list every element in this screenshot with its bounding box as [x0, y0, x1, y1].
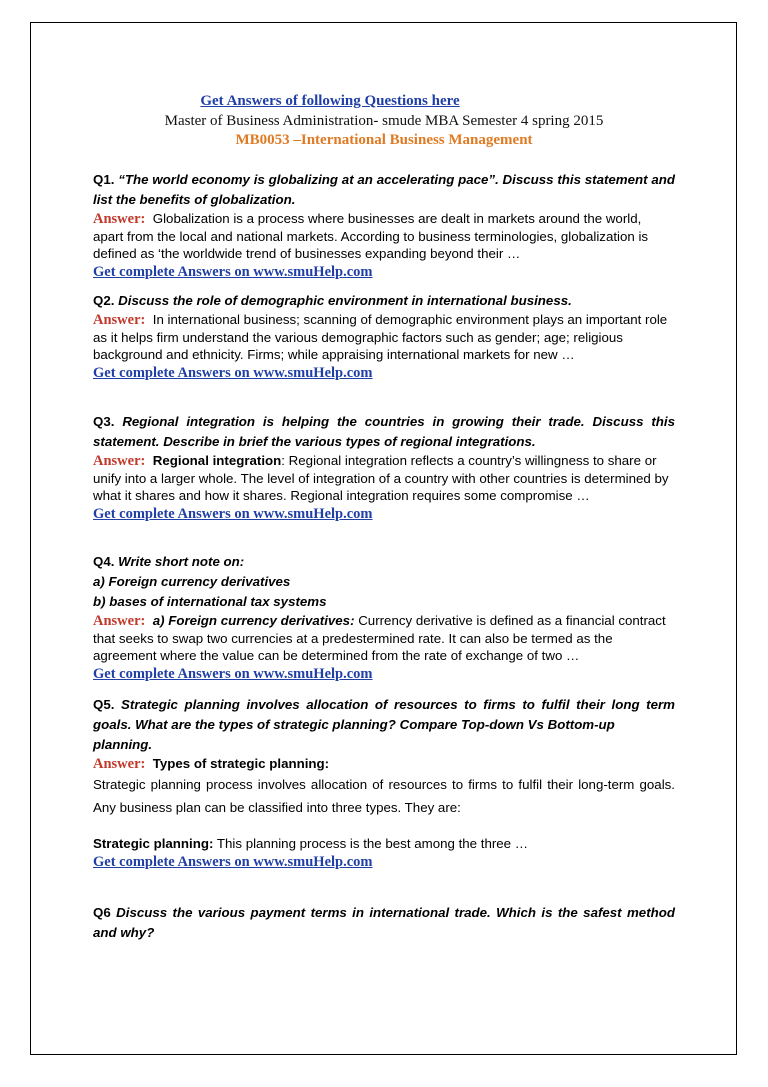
- answer-1-text: Globalization is a process where businesses are dealt in markets around the world, apart from the local and national markets. According to business terminologies, globalization is defined as ‘the worldwide trend of businesses expanding beyond their …: [93, 211, 649, 261]
- question-4-sub-b: b) bases of international tax systems: [93, 594, 327, 609]
- answer-label: Answer:: [93, 312, 146, 328]
- question-6: [93, 903, 675, 943]
- answer-2-text: In international business; scanning of demographic environment plays an important role as it helps firm understand the various demographic factors such as gender; age; religious background and ethnicity. Firms; while appraising international markets for new …: [93, 312, 668, 362]
- question-4: [93, 552, 675, 684]
- question-1: [93, 170, 675, 282]
- answer-5-paragraph: Strategic planning process involves allocation of resources to firms to fulfil their long-term goals. Any business plan can be classified into three types. They are:: [93, 777, 675, 815]
- spacer: [93, 819, 675, 835]
- question-2-number: Q2.: [93, 293, 115, 308]
- answer-3-heading: Regional integration: [152, 453, 282, 468]
- question-6-text: Discuss the various payment terms in international trade. Which is the safest method and why?: [93, 905, 676, 940]
- question-1-number: Q1.: [93, 172, 115, 187]
- question-3-title: [93, 412, 675, 452]
- answer-4-text: Currency derivative is defined as a financial contract that seeks to swap two currencies at a predestermined rate. It can also be termed as the agreement where the value can be determined from the rate of exchange of two …: [93, 613, 666, 663]
- get-answers-link[interactable]: Get Answers of following Questions here: [200, 93, 460, 109]
- complete-answers-link[interactable]: Get complete Answers on www.smuHelp.com: [93, 264, 373, 280]
- course-title: MB0053 –International Business Management: [235, 132, 533, 148]
- question-4-title: [93, 552, 675, 572]
- question-2-title: [93, 291, 675, 311]
- question-4-sub-a: a) Foreign currency derivatives: [93, 574, 291, 589]
- answer-4-heading: a) Foreign currency derivatives:: [152, 613, 355, 628]
- answer-3: [93, 452, 675, 504]
- question-1-text: “The world economy is globalizing at an accelerating pace”. Discuss this statement and list the benefits of globalization.: [93, 172, 675, 207]
- answer-3-text: : Regional integration reflects a country’s willingness to share or unify into a larger whole. The level of integration of a country with other countries is determined by what it shares and how it shares. Regional integration requires some compromise …: [93, 453, 669, 503]
- answer-label: Answer:: [93, 211, 146, 227]
- question-5-title: [93, 695, 675, 735]
- answer-1: [93, 210, 675, 262]
- question-6-title: [93, 903, 675, 943]
- answer-4: [93, 612, 675, 664]
- complete-answers-link[interactable]: Get complete Answers on www.smuHelp.com: [93, 666, 373, 682]
- answer-2: [93, 311, 675, 363]
- answer-5-strategic: [93, 835, 675, 852]
- question-5-title-cont: planning.: [93, 737, 153, 752]
- question-6-number: Q6: [93, 905, 111, 920]
- answer-label: Answer:: [93, 453, 146, 469]
- complete-answers-link[interactable]: Get complete Answers on www.smuHelp.com: [93, 506, 373, 522]
- question-1-title: [93, 170, 675, 210]
- answer-label: Answer:: [93, 613, 146, 629]
- question-4-text: Write short note on:: [118, 554, 245, 569]
- strategic-planning-heading: Strategic planning:: [93, 836, 214, 851]
- answer-5-heading: Types of strategic planning:: [152, 756, 330, 771]
- complete-answers-link[interactable]: Get complete Answers on www.smuHelp.com: [93, 854, 373, 870]
- question-4-number: Q4.: [93, 554, 115, 569]
- question-3-text: Regional integration is helping the countries in growing their trade. Discuss this statement. Describe in brief the various types of regional integrations.: [93, 414, 675, 449]
- question-2-text: Discuss the role of demographic environment in international business.: [118, 293, 572, 308]
- question-3-number: Q3.: [93, 414, 115, 429]
- question-3: [93, 412, 675, 524]
- question-5-text: Strategic planning involves allocation of resources to firms to fulfil their long term goals. What are the types of strategic planning? Compare Top-down Vs Bottom-up: [93, 697, 675, 732]
- question-5: [93, 695, 675, 872]
- question-2: [93, 291, 675, 383]
- strategic-planning-text: This planning process is the best among the three …: [213, 836, 529, 851]
- question-5-number: Q5.: [93, 697, 115, 712]
- answer-5: [93, 755, 675, 773]
- answer-label: Answer:: [93, 756, 146, 772]
- program-subtitle: Master of Business Administration- smude MBA Semester 4 spring 2015: [164, 113, 604, 129]
- complete-answers-link[interactable]: Get complete Answers on www.smuHelp.com: [93, 365, 373, 381]
